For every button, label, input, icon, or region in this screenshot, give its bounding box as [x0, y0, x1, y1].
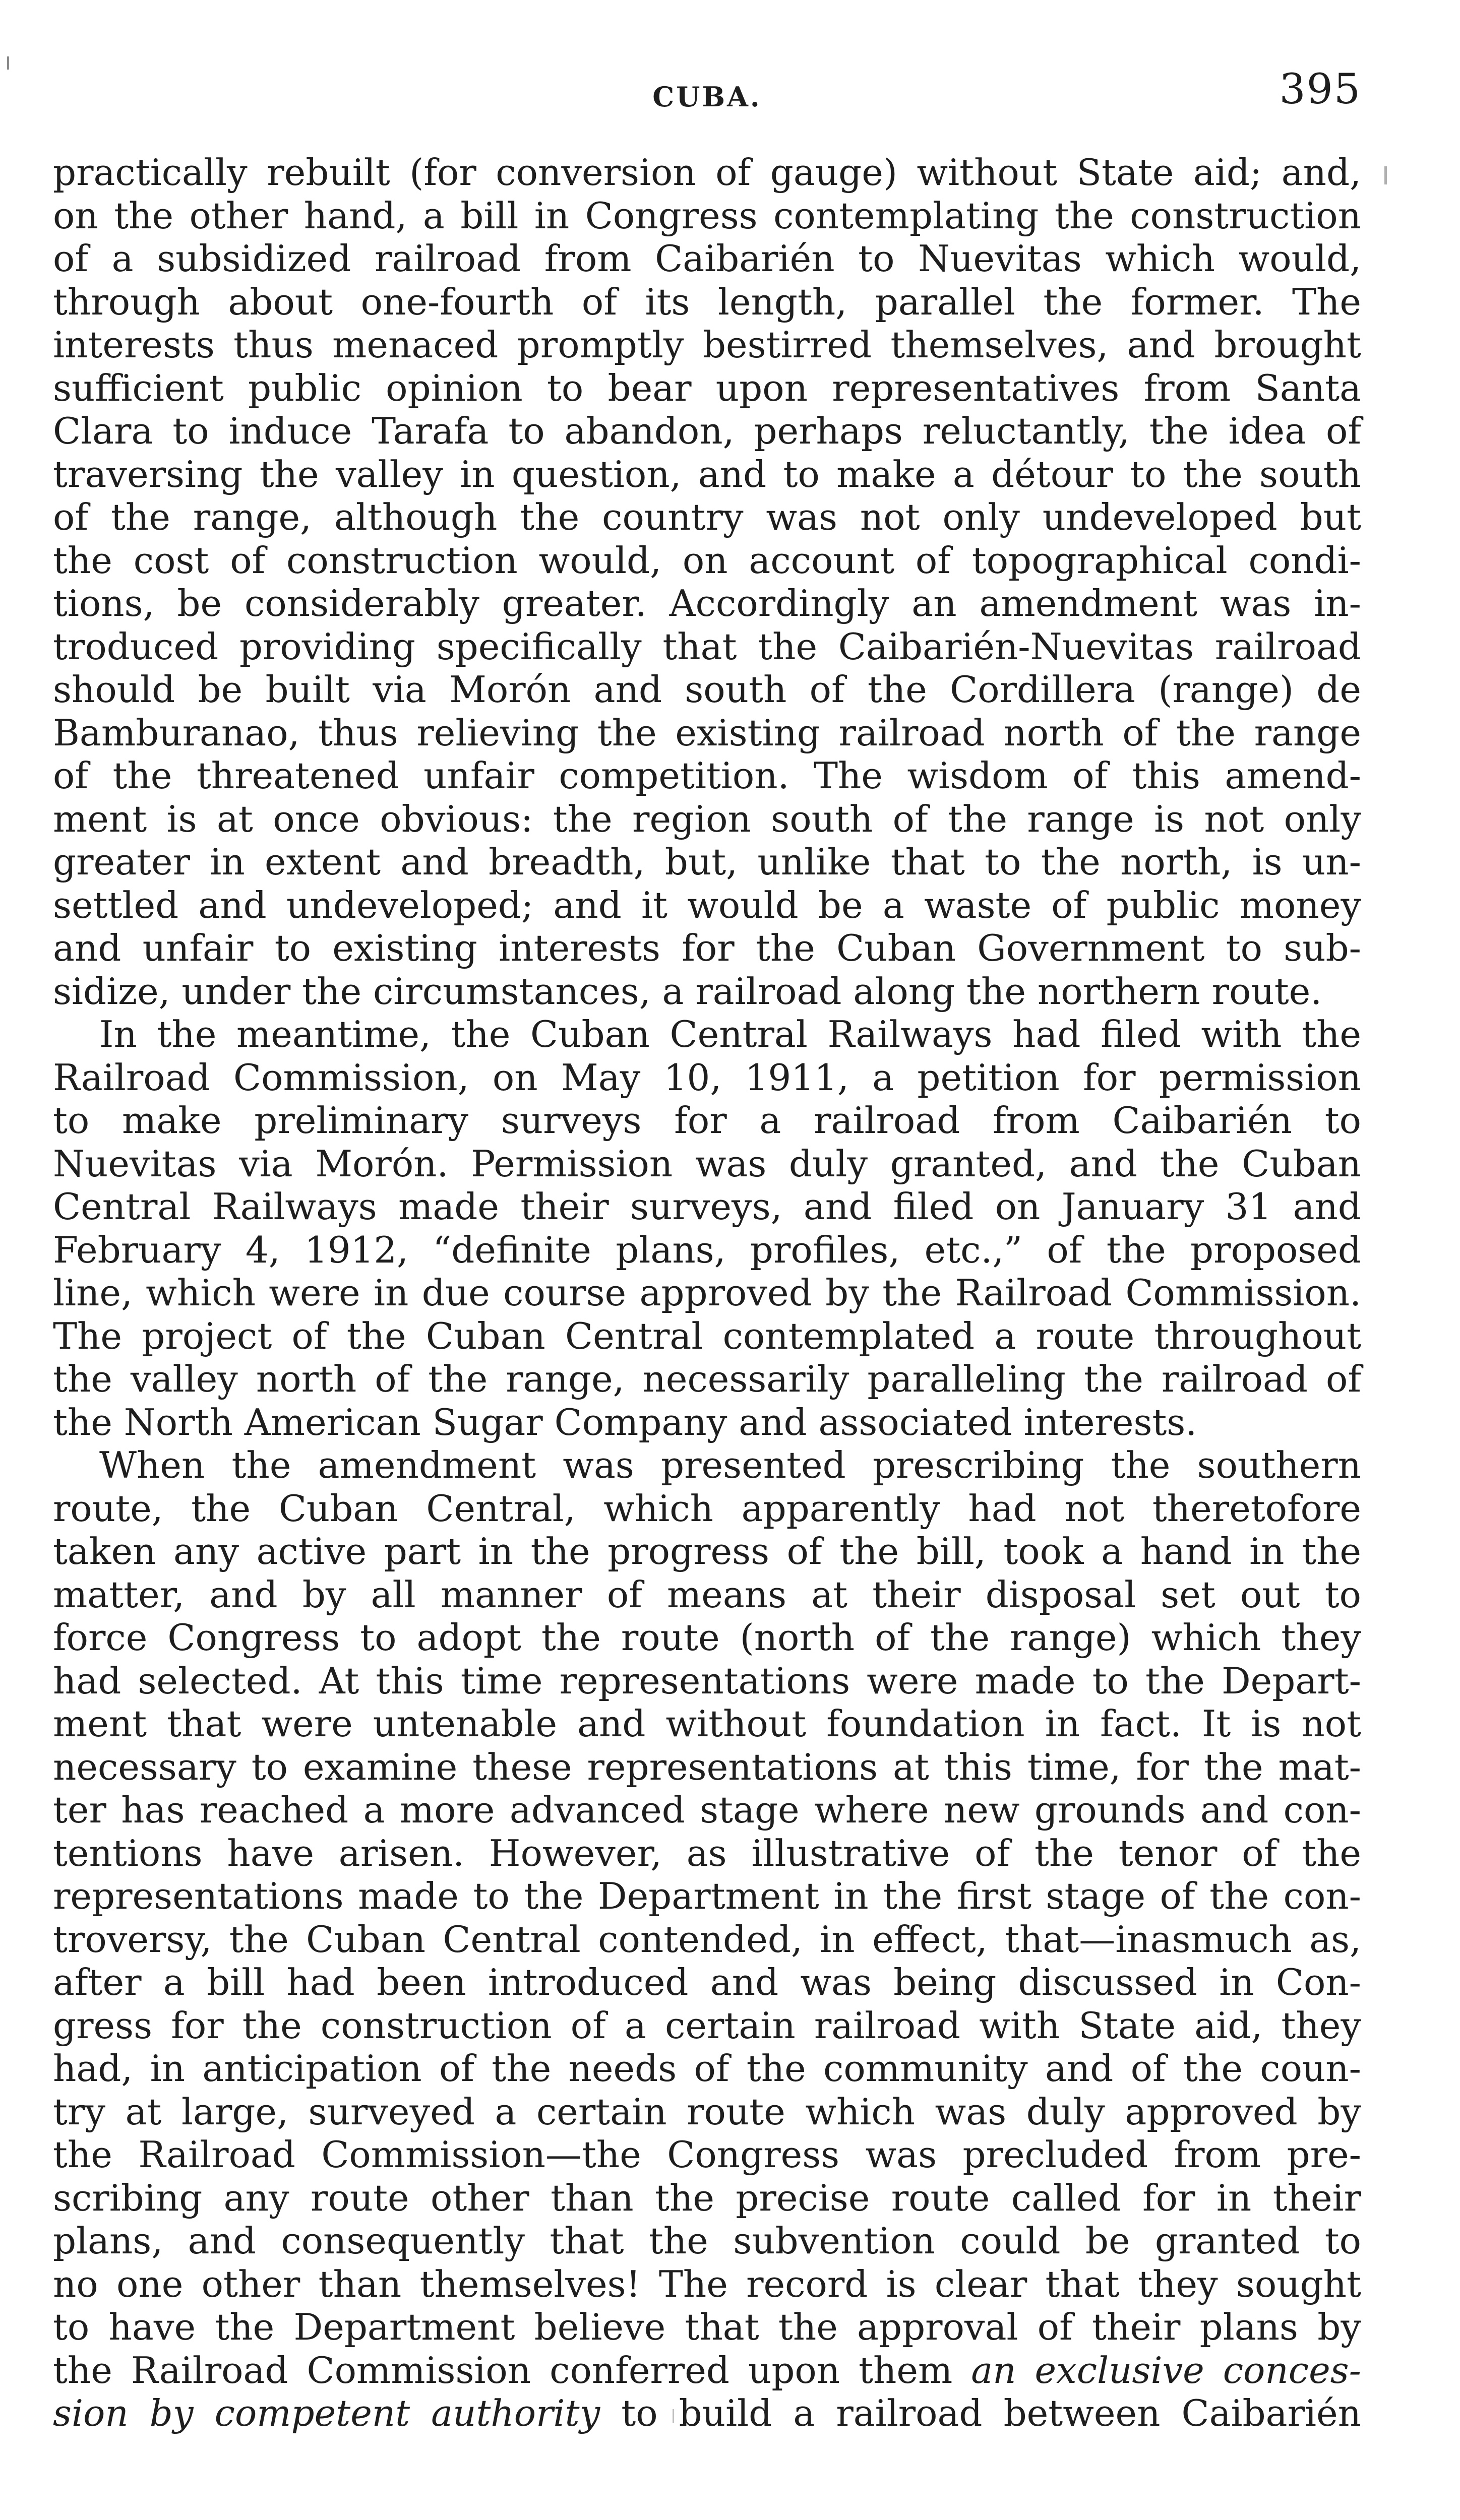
text-line: sufficient public opinion to bear upon representatives from Santa — [53, 366, 1361, 409]
page-number: 395 — [1279, 66, 1361, 113]
text-line: Bamburanao, thus relieving the existing railroad north of the range — [53, 711, 1361, 754]
text-line: representations made to the Department in the first stage of the con- — [53, 1875, 1361, 1917]
text-line: The project of the Cuban Central contemplated a route throughout — [53, 1314, 1361, 1357]
text-line: had selected. At this time representations were made to the Depart- — [53, 1659, 1361, 1702]
text-line: Clara to induce Tarafa to abandon, perhaps reluctantly, the idea of — [53, 410, 1361, 452]
text-line: tions, be considerably greater. Accordingly an amendment was in- — [53, 582, 1361, 624]
text-line-with-italic — [53, 2392, 1361, 2435]
running-header — [53, 60, 1361, 131]
text-segment: the Railroad Commission conferred upon them — [53, 2349, 953, 2391]
text-line: no one other than themselves! The record is clear that they sought — [53, 2262, 1361, 2305]
text-line: troduced providing specifically that the Caibarién-Nuevitas railroad — [53, 625, 1361, 668]
text-segment: to build a railroad between Caibarién — [600, 2392, 1361, 2434]
text-line: necessary to examine these representations at this time, for the mat- — [53, 1745, 1361, 1788]
text-line: the cost of construction would, on account of topographical condi- — [53, 539, 1361, 582]
text-line: force Congress to adopt the route (north of the range) which they — [53, 1616, 1361, 1659]
text-line: scribing any route other than the precise route called for in their — [53, 2176, 1361, 2219]
text-line: traversing the valley in question, and to make a détour to the south — [53, 453, 1361, 495]
text-line: greater in extent and breadth, but, unlike that to the north, is un- — [53, 841, 1361, 883]
paragraph-last-line: the North American Sugar Company and associated interests. — [53, 1401, 1197, 1443]
text-line-with-italic — [53, 2349, 1361, 2392]
text-line: route, the Cuban Central, which apparently had not theretofore — [53, 1487, 1361, 1530]
text-line: and unfair to existing interests for the Cuban Government to sub- — [53, 927, 1361, 969]
text-line: Railroad Commission, on May 10, 1911, a petition for permission — [53, 1056, 1361, 1099]
text-line: after a bill had been introduced and was being discussed in Con- — [53, 1961, 1361, 2003]
paragraph-first-line: When the amendment was presented prescribing the southern — [99, 1444, 1361, 1486]
text-line: the valley north of the range, necessarily paralleling the railroad of — [53, 1358, 1361, 1400]
text-line: troversy, the Cuban Central contended, in effect, that—inasmuch as, — [53, 1918, 1361, 1961]
text-line: of the threatened unfair competition. The wisdom of this amend- — [53, 754, 1361, 797]
text-line: settled and undeveloped; and it would be a waste of public money — [53, 884, 1361, 926]
scan-margin-mark — [7, 56, 9, 70]
text-line: matter, and by all manner of means at their disposal set out to — [53, 1573, 1361, 1616]
text-line: had, in anticipation of the needs of the community and of the coun- — [53, 2047, 1361, 2090]
text-line: practically rebuilt (for conversion of gauge) without State aid; and, — [53, 151, 1361, 194]
text-line: to have the Department believe that the approval of their plans by — [53, 2306, 1361, 2348]
text-line: try at large, surveyed a certain route which was duly approved by — [53, 2090, 1361, 2133]
body-text — [53, 151, 1361, 2435]
text-line: tentions have arisen. However, as illustrative of the tenor of the — [53, 1832, 1361, 1874]
text-line: February 4, 1912, “definite plans, profiles, etc.,” of the proposed — [53, 1228, 1361, 1271]
text-line: to make preliminary surveys for a railroad from Caibarién to — [53, 1099, 1361, 1142]
text-line: ment that were untenable and without foundation in fact. It is not — [53, 1703, 1361, 1745]
text-line: on the other hand, a bill in Congress contemplating the construction — [53, 194, 1361, 237]
text-line: gress for the construction of a certain railroad with State aid, they — [53, 2004, 1361, 2047]
text-line: line, which were in due course approved by the Railroad Commission. — [53, 1272, 1361, 1314]
scan-margin-mark — [1384, 166, 1387, 184]
paragraph-first-line: In the meantime, the Cuban Central Railways had filed with the — [99, 1013, 1361, 1055]
text-line: interests thus menaced promptly bestirred themselves, and brought — [53, 324, 1361, 366]
italic-phrase: an exclusive conces- — [971, 2349, 1361, 2391]
text-line: Central Railways made their surveys, and filed on January 31 and — [53, 1185, 1361, 1228]
text-line: plans, and consequently that the subvention could be granted to — [53, 2220, 1361, 2262]
text-line: ment is at once obvious: the region south of the range is not only — [53, 797, 1361, 840]
text-line: the Railroad Commission—the Congress was precluded from pre- — [53, 2133, 1361, 2176]
text-line: ter has reached a more advanced stage where new grounds and con- — [53, 1789, 1361, 1831]
italic-phrase: sion by competent authority — [53, 2392, 600, 2434]
text-line: through about one-fourth of its length, parallel the former. The — [53, 280, 1361, 323]
paragraph-last-line: sidize, under the circumstances, a railroad along the northern route. — [53, 970, 1322, 1013]
text-line: Nuevitas via Morón. Permission was duly granted, and the Cuban — [53, 1142, 1361, 1185]
text-line: taken any active part in the progress of the bill, took a hand in the — [53, 1530, 1361, 1572]
text-line: of a subsidized railroad from Caibarién to Nuevitas which would, — [53, 237, 1361, 280]
running-title: CUBA. — [652, 81, 762, 113]
text-line: of the range, although the country was not only undeveloped but — [53, 496, 1361, 538]
text-line: should be built via Morón and south of the Cordillera (range) de — [53, 668, 1361, 711]
